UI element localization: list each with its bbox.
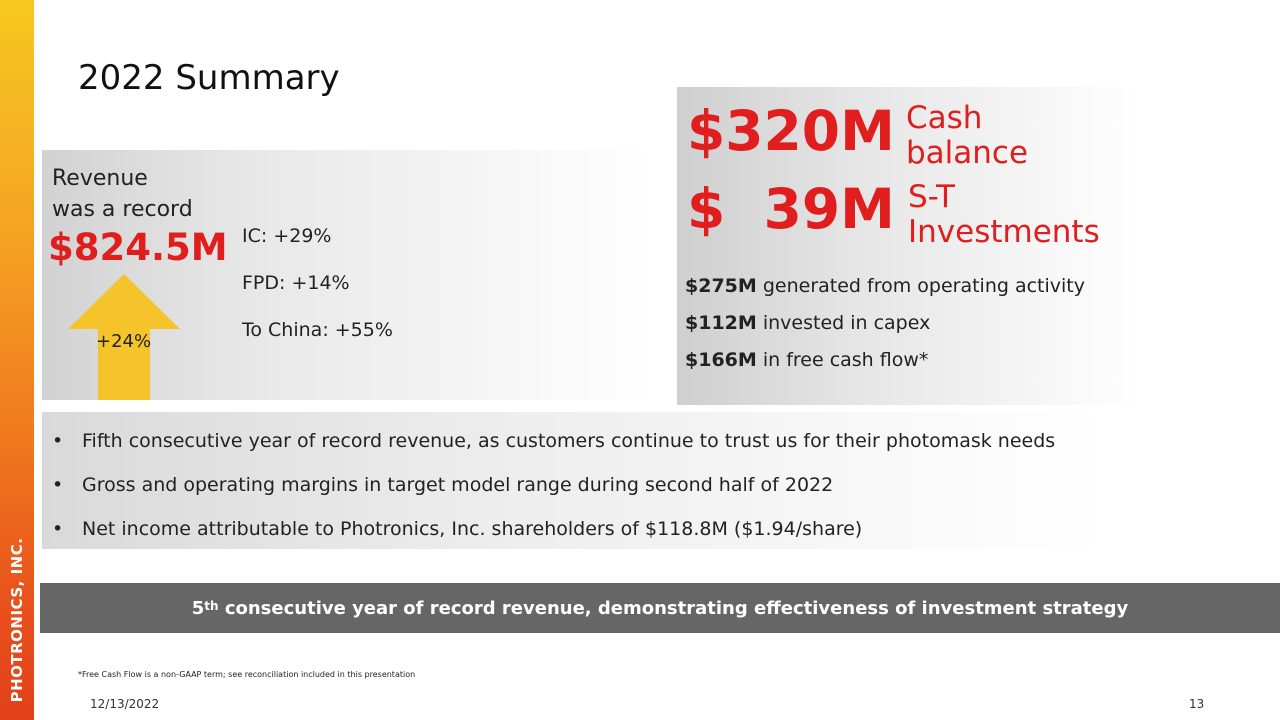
st-label-line1: S-T (908, 179, 955, 215)
cash-balance-value: $320M (687, 99, 895, 163)
banner-text: consecutive year of record revenue, demonstrating effectiveness of investment strategy (218, 597, 1129, 619)
highlights-panel (42, 412, 1102, 549)
cash-flow-list (685, 275, 1085, 386)
cash-item (685, 312, 1085, 349)
revenue-panel (42, 150, 652, 400)
cash-item-amount: $166M (685, 349, 757, 371)
slide-title: 2022 Summary (78, 58, 340, 98)
cash-item-amount: $275M (685, 275, 757, 297)
bullet-icon: • (52, 518, 64, 540)
st-label-line2: Investments (908, 214, 1100, 250)
cash-item-text: generated from operating activity (756, 275, 1086, 297)
banner-number: 5 (191, 597, 205, 619)
cash-item (685, 275, 1085, 312)
revenue-label-line1: Revenue (52, 166, 148, 191)
cash-panel (677, 87, 1140, 405)
revenue-growth: +24% (96, 331, 152, 352)
breakdown-fpd: FPD: +14% (242, 272, 350, 294)
bullet-text: Gross and operating margins in target model range during second half of 2022 (82, 474, 834, 496)
bullet-icon: • (52, 474, 64, 496)
side-accent-bar (0, 0, 34, 720)
page-number: 13 (1189, 697, 1205, 711)
bullet-text: Net income attributable to Photronics, Inc. shareholders of $118.8M ($1.94/share) (82, 518, 863, 540)
slide-date: 12/13/2022 (90, 697, 160, 711)
cash-item-text: invested in capex (756, 312, 931, 334)
highlights-list (52, 430, 1055, 562)
revenue-value: $824.5M (48, 226, 228, 269)
cash-label-line2: balance (906, 135, 1029, 171)
list-item (52, 474, 1055, 518)
breakdown-ic: IC: +29% (242, 225, 332, 247)
cash-item (685, 349, 1085, 386)
breakdown-china: To China: +55% (242, 319, 393, 341)
revenue-label (52, 163, 193, 225)
revenue-breakdown (242, 225, 393, 366)
banner-ordinal: th (204, 599, 219, 613)
list-item (52, 518, 1055, 562)
bullet-text: Fifth consecutive year of record revenue, as customers continue to trust us for their photomask needs (82, 430, 1056, 452)
conclusion-banner (40, 583, 1280, 633)
cash-item-amount: $112M (685, 312, 757, 334)
company-vertical-label: PHOTRONICS, INC. (8, 537, 26, 703)
cash-balance-label (906, 101, 1028, 171)
list-item (52, 430, 1055, 474)
st-investments-label (908, 180, 1100, 250)
cash-label-line1: Cash (906, 100, 983, 136)
st-investments-value: $ 39M (687, 177, 895, 241)
footnote: *Free Cash Flow is a non-GAAP term; see reconciliation included in this presentation (78, 670, 416, 679)
revenue-label-line2: was a record (52, 197, 193, 222)
cash-item-text: in free cash flow* (756, 349, 929, 371)
bullet-icon: • (52, 430, 64, 452)
